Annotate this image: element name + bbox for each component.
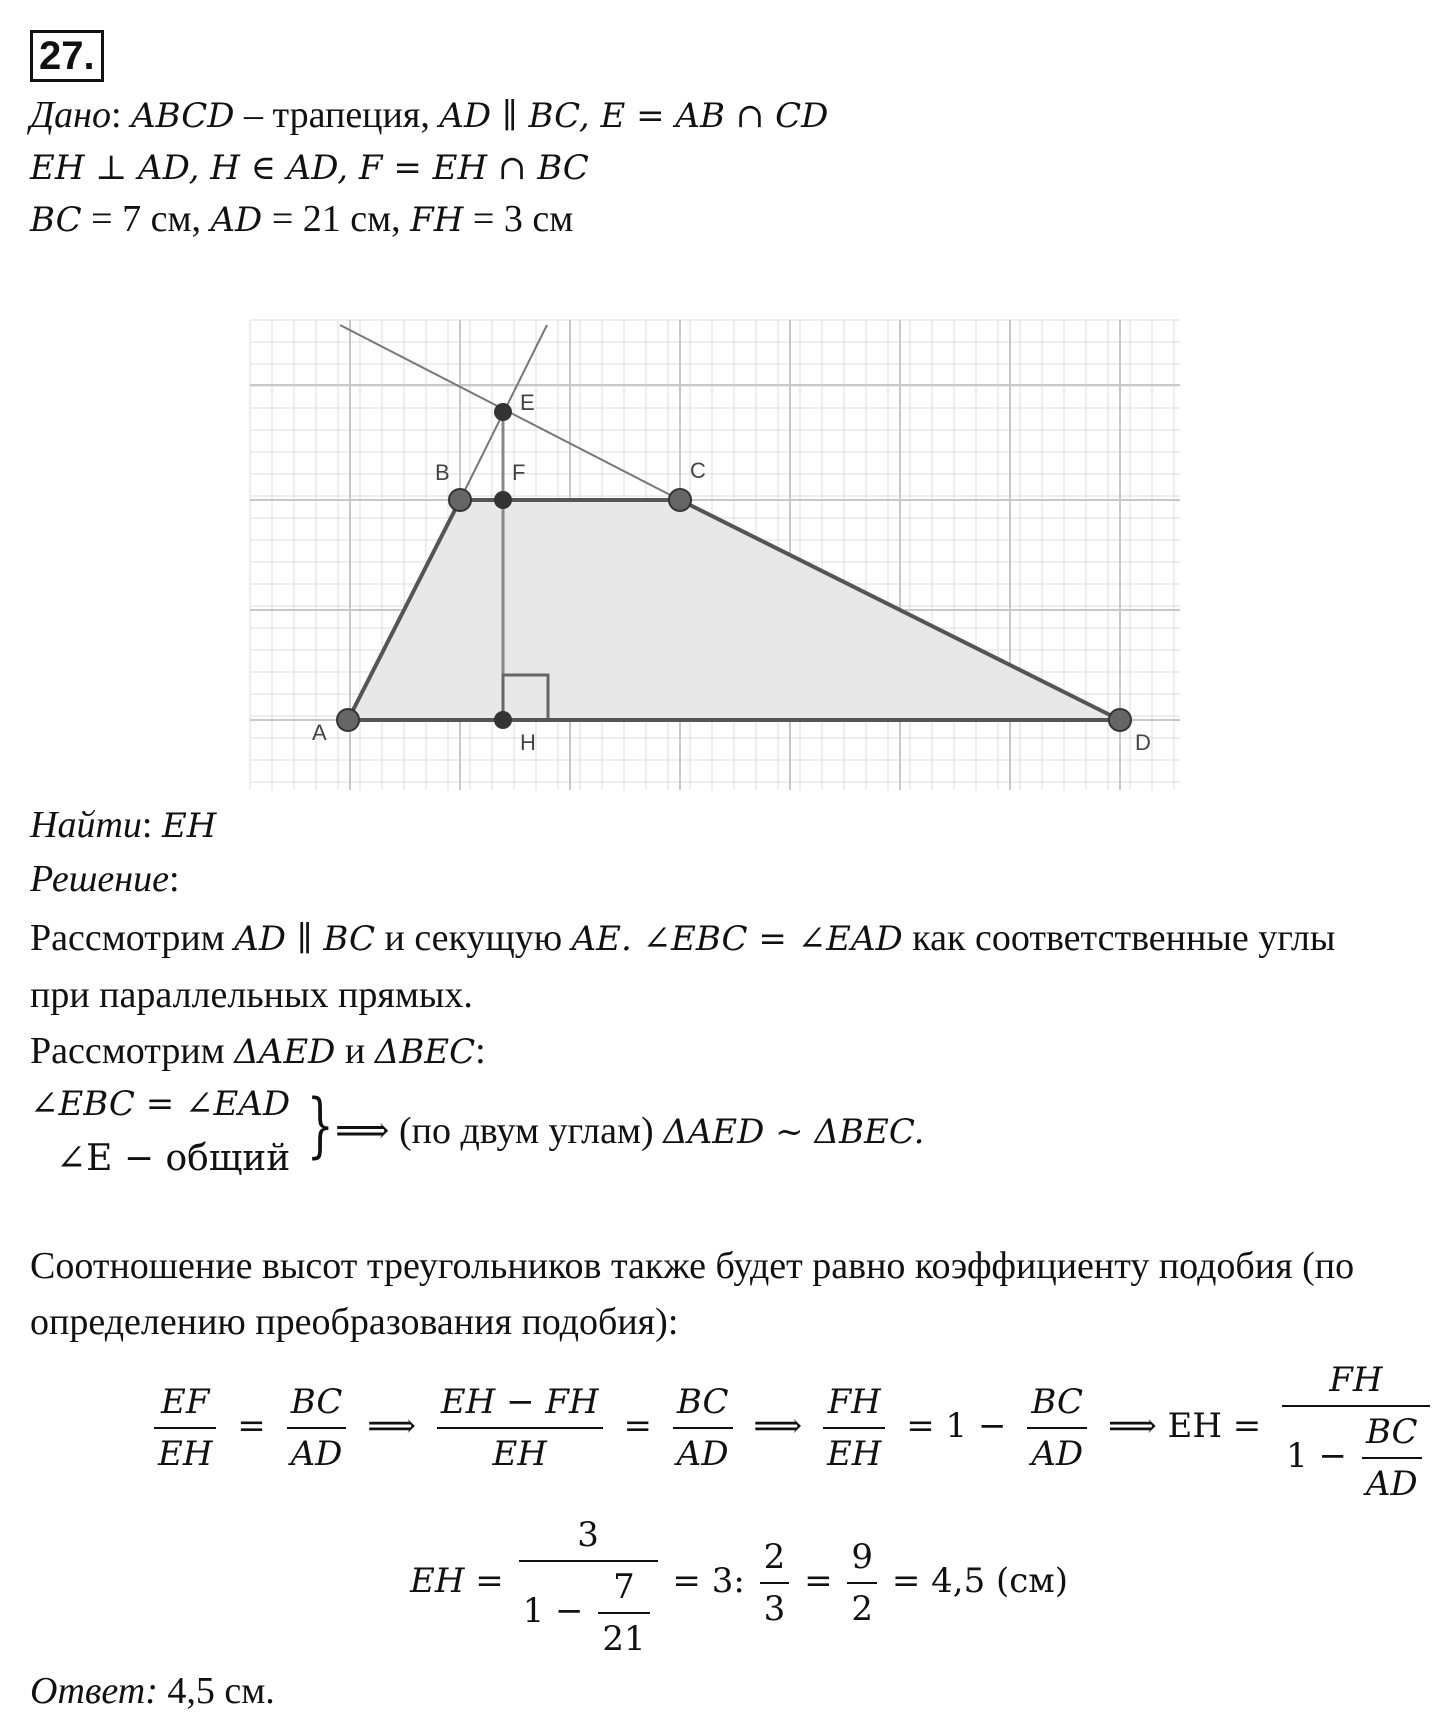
equation-2: EH = 3 1 − $\frac{7}{21}$ = 3: $\frac{2}{3}$ = $\frac{9}{2}$ = 4,5 (см) (410, 1510, 1068, 1664)
given-line-3: BC = 7 см, AD = 21 см, FH = 3 см (30, 198, 574, 240)
fraction-eh-fh-eh: $\frac{EH - FH}{EH}$ (437, 1377, 603, 1479)
given-label: Дано (30, 94, 112, 136)
point-b (449, 489, 471, 511)
point-f (494, 491, 512, 509)
fraction-bc-ad-2: $\frac{BC}{AD}$ (673, 1377, 733, 1479)
fraction-bc-ad-1: $\frac{BC}{AD}$ (287, 1377, 347, 1479)
system-result: ⟹ (по двум углам) ΔAED ~ ΔBEC. (335, 1110, 925, 1152)
solution-paragraph-3: Соотношение высот треугольников также будет равно коэффициенту подобия (по определению преобразования подобия): (30, 1245, 1355, 1343)
solution-label-line: Решение: (30, 858, 180, 900)
label-b: B (435, 460, 450, 485)
fraction-fh-eh: $\frac{FH}{EH}$ (823, 1377, 885, 1479)
fraction-bc-ad-inner: $\frac{BC}{AD}$ (1362, 1407, 1422, 1509)
point-e (494, 403, 512, 421)
fraction-bc-ad-3: $\frac{BC}{AD}$ (1027, 1377, 1087, 1479)
find-line: Найти: EH (30, 804, 217, 846)
point-h (494, 711, 512, 729)
answer-label: Ответ: (30, 1670, 158, 1712)
system-line-1: ∠EBC = ∠EAD (30, 1084, 291, 1124)
label-h: H (520, 730, 536, 755)
label-d: D (1135, 730, 1151, 755)
equation-1: $\frac{EF}{EH}$ = $\frac{BC}{AD}$ ⟹ $\frac{EH - FH}{EH}$ = $\frac{BC}{AD}$ ⟹ $\frac{FH}{EH}$ = 1 − $\frac{BC}{AD}$ ⟹ EH = FH 1 − $\frac{BC}{AD}$ (150, 1355, 1434, 1509)
fraction-9-2: $\frac{9}{2}$ (847, 1532, 877, 1634)
fraction-fh-over-1-minus: FH 1 − $\frac{BC}{AD}$ (1282, 1355, 1430, 1509)
fraction-2-3: $\frac{2}{3}$ (760, 1532, 790, 1634)
task-number: 27. (30, 30, 104, 82)
label-e: E (520, 390, 535, 415)
system-line-2: ∠E − общий (56, 1138, 291, 1179)
given-line-1: Дано: ABCD – трапеция, AD ∥ BC, E = AB ∩ CD (30, 94, 829, 136)
solution-paragraph-1: Рассмотрим AD ∥ BC и секущую AE. ∠EBC = ∠EAD как соответственные углы при параллельных прямых. (30, 917, 1336, 1016)
label-a: A (312, 720, 327, 745)
answer-line (30, 1668, 275, 1714)
fraction-ef-eh: $\frac{EF}{EH}$ (154, 1377, 216, 1479)
point-a (337, 709, 359, 731)
find-label: Найти (30, 804, 142, 846)
point-d (1109, 709, 1131, 731)
label-f: F (512, 460, 526, 485)
system-brace: } (306, 1084, 334, 1166)
fraction-7-21: $\frac{7}{21}$ (598, 1562, 649, 1664)
answer-value: 4,5 см. (157, 1670, 275, 1712)
label-c: C (690, 458, 706, 483)
solution-paragraph-2: Рассмотрим ΔAED и ΔBEC: (30, 1030, 486, 1072)
trapezoid-figure (250, 320, 1180, 790)
point-c (669, 489, 691, 511)
given-line-2: EH ⊥ AD, H ∈ AD, F = EH ∩ BC (30, 148, 589, 188)
solution-label: Решение (30, 858, 169, 900)
fraction-3-over-1-minus: 3 1 − $\frac{7}{21}$ (519, 1510, 658, 1664)
